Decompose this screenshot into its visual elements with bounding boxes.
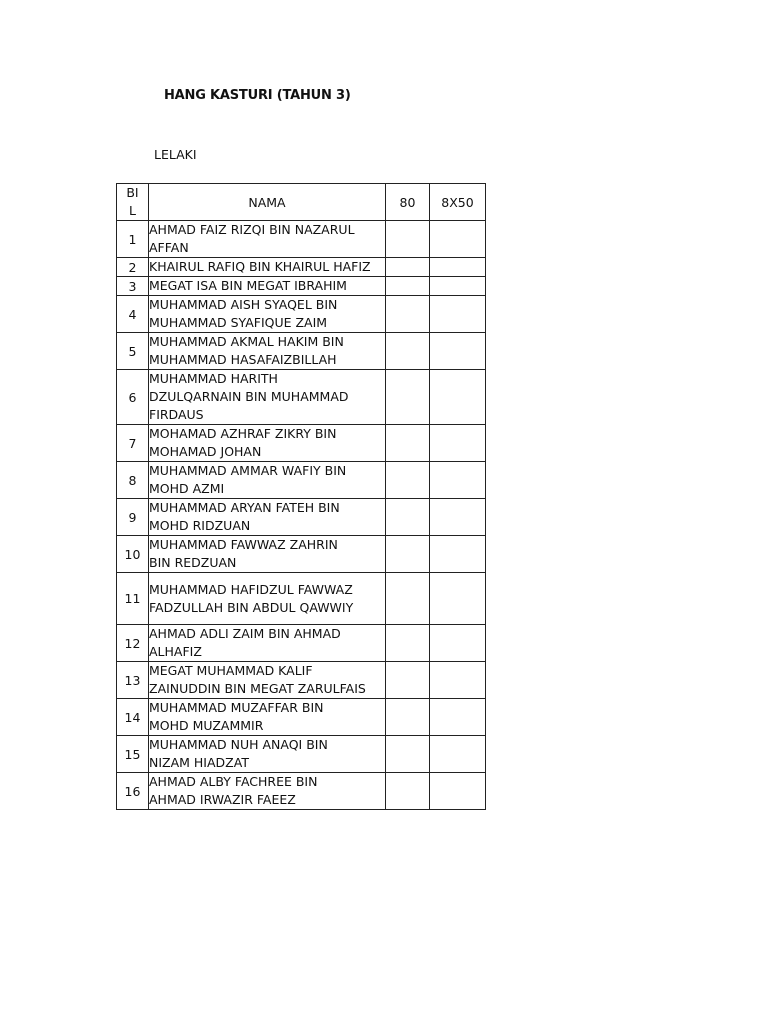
student-name-line: DZULQARNAIN BIN MUHAMMAD xyxy=(149,389,349,404)
score-80-cell xyxy=(386,425,430,462)
student-table xyxy=(116,183,486,810)
score-8x50-cell xyxy=(430,536,486,573)
student-name-line: AFFAN xyxy=(149,240,189,255)
score-8x50-cell xyxy=(430,773,486,810)
score-80-cell xyxy=(386,277,430,296)
table-row xyxy=(117,296,486,333)
score-80-cell xyxy=(386,258,430,277)
score-8x50-cell xyxy=(430,370,486,425)
score-8x50-cell xyxy=(430,462,486,499)
table-row xyxy=(117,573,486,625)
row-number: 12 xyxy=(117,625,149,662)
student-name-line: MUHAMMAD HAFIDZUL FAWWAZ xyxy=(149,581,353,597)
header-nama: NAMA xyxy=(149,184,386,221)
score-80-cell xyxy=(386,370,430,425)
table-row xyxy=(117,277,486,296)
header-bil-line1: BI xyxy=(126,185,139,200)
student-name-line: MUHAMMAD SYAFIQUE ZAIM xyxy=(149,315,328,330)
student-name-line: AHMAD ADLI ZAIM BIN AHMAD xyxy=(149,626,341,641)
score-80-cell xyxy=(386,296,430,333)
row-number: 9 xyxy=(117,499,149,536)
document-title: HANG KASTURI (TAHUN 3) xyxy=(164,88,351,103)
student-name-cell xyxy=(149,573,386,625)
student-name-cell xyxy=(149,625,386,662)
student-name-line: MUHAMMAD HARITH xyxy=(149,371,278,386)
table-row xyxy=(117,662,486,699)
row-number: 4 xyxy=(117,296,149,333)
score-8x50-cell xyxy=(430,258,486,277)
student-name-line: ZAINUDDIN BIN MEGAT ZARULFAIS xyxy=(149,681,366,696)
row-number: 5 xyxy=(117,333,149,370)
table-row xyxy=(117,699,486,736)
score-8x50-cell xyxy=(430,333,486,370)
row-number: 14 xyxy=(117,699,149,736)
student-name-line: MUHAMMAD AKMAL HAKIM BIN xyxy=(149,334,344,349)
student-name-line: FIRDAUS xyxy=(149,407,204,422)
student-name-line: FADZULLAH BIN ABDUL QAWWIY xyxy=(149,599,354,615)
header-bil xyxy=(117,184,149,221)
student-name-line: MOHD AZMI xyxy=(149,481,225,496)
student-name-cell xyxy=(149,699,386,736)
student-name-cell xyxy=(149,425,386,462)
score-8x50-cell xyxy=(430,699,486,736)
student-name-line: AHMAD FAIZ RIZQI BIN NAZARUL xyxy=(149,222,355,237)
header-80: 80 xyxy=(386,184,430,221)
student-name-line: MOHD MUZAMMIR xyxy=(149,718,264,733)
section-subtitle: LELAKI xyxy=(154,147,197,162)
student-name-cell xyxy=(149,662,386,699)
table-row xyxy=(117,258,486,277)
row-number: 13 xyxy=(117,662,149,699)
score-80-cell xyxy=(386,221,430,258)
table-row xyxy=(117,499,486,536)
student-name-line: BIN REDZUAN xyxy=(149,555,237,570)
score-80-cell xyxy=(386,625,430,662)
score-80-cell xyxy=(386,773,430,810)
row-number: 16 xyxy=(117,773,149,810)
header-8x50: 8X50 xyxy=(430,184,486,221)
score-8x50-cell xyxy=(430,277,486,296)
student-name-cell xyxy=(149,221,386,258)
student-name-line: MUHAMMAD AISH SYAQEL BIN xyxy=(149,297,338,312)
student-name-line: MOHAMAD JOHAN xyxy=(149,444,262,459)
score-8x50-cell xyxy=(430,425,486,462)
student-name-cell xyxy=(149,773,386,810)
score-8x50-cell xyxy=(430,625,486,662)
score-80-cell xyxy=(386,333,430,370)
row-number: 10 xyxy=(117,536,149,573)
student-name-cell xyxy=(149,462,386,499)
student-name-cell xyxy=(149,277,386,296)
student-name-line: MUHAMMAD ARYAN FATEH BIN xyxy=(149,500,340,515)
table-row xyxy=(117,462,486,499)
student-name-line: MUHAMMAD HASAFAIZBILLAH xyxy=(149,352,337,367)
student-name-cell xyxy=(149,258,386,277)
student-name-line: MUHAMMAD NUH ANAQI BIN xyxy=(149,737,328,752)
row-number: 3 xyxy=(117,277,149,296)
score-8x50-cell xyxy=(430,736,486,773)
row-number: 1 xyxy=(117,221,149,258)
student-name-line: MUHAMMAD AMMAR WAFIY BIN xyxy=(149,463,347,478)
student-name-line: MUHAMMAD MUZAFFAR BIN xyxy=(149,700,324,715)
table-row xyxy=(117,333,486,370)
score-80-cell xyxy=(386,462,430,499)
score-8x50-cell xyxy=(430,662,486,699)
row-number: 2 xyxy=(117,258,149,277)
student-name-line: KHAIRUL RAFIQ BIN KHAIRUL HAFIZ xyxy=(149,259,371,274)
header-bil-line2: L xyxy=(129,203,136,218)
student-name-cell xyxy=(149,536,386,573)
score-8x50-cell xyxy=(430,296,486,333)
student-name-cell xyxy=(149,370,386,425)
student-name-line: AHMAD IRWAZIR FAEEZ xyxy=(149,792,296,807)
row-number: 8 xyxy=(117,462,149,499)
score-80-cell xyxy=(386,662,430,699)
student-name-cell xyxy=(149,333,386,370)
score-8x50-cell xyxy=(430,499,486,536)
score-80-cell xyxy=(386,699,430,736)
student-name-line: NIZAM HIADZAT xyxy=(149,755,249,770)
table-row xyxy=(117,370,486,425)
header-row xyxy=(117,184,486,221)
row-number: 11 xyxy=(117,573,149,625)
table-row xyxy=(117,625,486,662)
student-name-line: MOHAMAD AZHRAF ZIKRY BIN xyxy=(149,426,337,441)
row-number: 15 xyxy=(117,736,149,773)
student-name-line: AHMAD ALBY FACHREE BIN xyxy=(149,774,318,789)
student-name-line: MEGAT MUHAMMAD KALIF xyxy=(149,663,313,678)
student-name-line: ALHAFIZ xyxy=(149,644,202,659)
score-80-cell xyxy=(386,499,430,536)
row-number: 6 xyxy=(117,370,149,425)
table-body xyxy=(117,221,486,810)
score-80-cell xyxy=(386,536,430,573)
table-row xyxy=(117,221,486,258)
table-row xyxy=(117,425,486,462)
student-name-line: MEGAT ISA BIN MEGAT IBRAHIM xyxy=(149,278,347,293)
table-row xyxy=(117,773,486,810)
score-80-cell xyxy=(386,736,430,773)
score-80-cell xyxy=(386,573,430,625)
student-name-cell xyxy=(149,499,386,536)
student-name-cell xyxy=(149,736,386,773)
score-8x50-cell xyxy=(430,573,486,625)
student-name-line: MUHAMMAD FAWWAZ ZAHRIN xyxy=(149,537,338,552)
student-name-line: MOHD RIDZUAN xyxy=(149,518,251,533)
student-name-cell xyxy=(149,296,386,333)
table-row xyxy=(117,736,486,773)
score-8x50-cell xyxy=(430,221,486,258)
table-row xyxy=(117,536,486,573)
row-number: 7 xyxy=(117,425,149,462)
